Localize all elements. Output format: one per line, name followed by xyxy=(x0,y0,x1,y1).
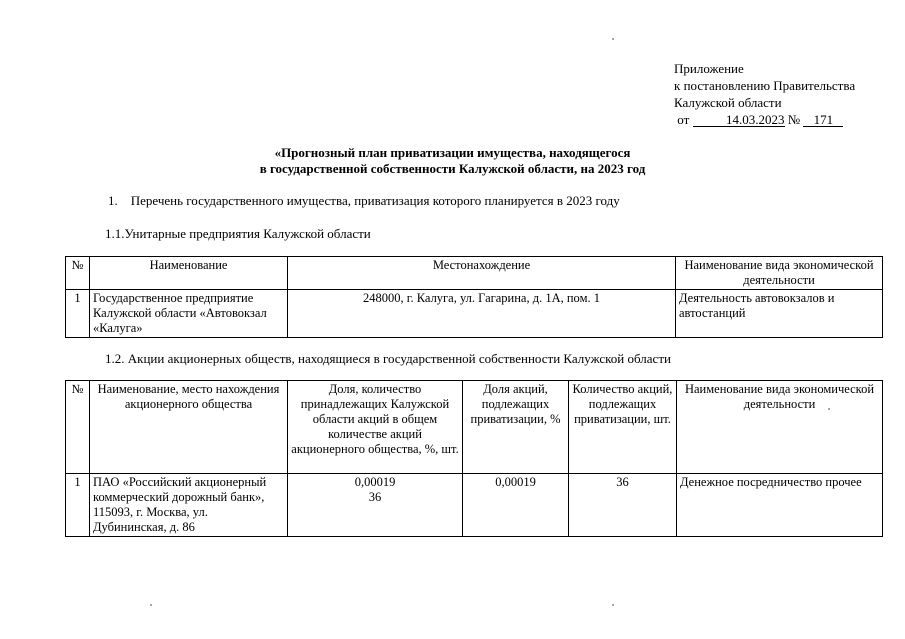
col-header-name: Наименование xyxy=(90,257,288,290)
col-header-location: Местонахождение xyxy=(288,257,676,290)
col-header-activity: Наименование вида экономической деятельности xyxy=(676,257,883,290)
col-header-number: № xyxy=(66,381,90,474)
section-1-heading xyxy=(108,193,620,208)
col-header-number: № xyxy=(66,257,90,290)
row-location: 248000, г. Калуга, ул. Гагарина, д. 1А, пом. 1 xyxy=(288,290,676,338)
scan-speck xyxy=(828,408,830,410)
col-header-share-privatized: Доля акций, подлежащих приватизации, % xyxy=(463,381,569,474)
appendix-line-1: Приложение xyxy=(674,61,744,76)
row-share-percent: 0,00019 xyxy=(354,475,396,489)
appendix-line-2: к постановлению Правительства xyxy=(674,78,856,93)
appendix-date: 14.03.2023 xyxy=(693,113,785,127)
appendix-line-3: Калужской области xyxy=(674,95,782,110)
row-name-location: ПАО «Российский акционерный коммерческий дорожный банк», 115093, г. Москва, ул. Дубининская, д. 86 xyxy=(90,474,288,537)
appendix-from-label: от xyxy=(677,112,690,127)
col-header-count-privatized: Количество акций, подлежащих приватизации, шт. xyxy=(569,381,677,474)
scan-speck xyxy=(612,604,614,606)
title-line-1: «Прогнозный план приватизации имущества, находящегося xyxy=(274,145,631,160)
table-row xyxy=(66,474,883,537)
row-number: 1 xyxy=(66,290,90,338)
appendix-date-line xyxy=(674,111,899,128)
row-activity: Денежное посредничество прочее xyxy=(677,474,883,537)
row-activity: Деятельность автовокзалов и автостанций xyxy=(676,290,883,338)
section-1-number: 1. xyxy=(108,193,118,208)
document-title xyxy=(0,145,905,177)
row-share-held xyxy=(288,474,463,537)
row-name: Государственное предприятие Калужской области «Автовокзал «Калуга» xyxy=(90,290,288,338)
col-header-name-location: Наименование, место нахождения акционерного общества xyxy=(90,381,288,474)
table-header-row xyxy=(66,257,883,290)
col-header-activity: Наименование вида экономической деятельности xyxy=(677,381,883,474)
section-1-2-heading: 1.2. Акции акционерных обществ, находящиеся в государственной собственности Калужской области xyxy=(105,351,671,366)
row-number: 1 xyxy=(66,474,90,537)
table-header-row xyxy=(66,381,883,474)
appendix-number-label: № xyxy=(787,112,801,127)
row-share-count: 36 xyxy=(368,490,382,504)
section-1-1-heading: 1.1.Унитарные предприятия Калужской области xyxy=(105,226,371,241)
title-line-2: в государственной собственности Калужской области, на 2023 год xyxy=(259,161,646,176)
scan-speck xyxy=(150,604,152,606)
joint-stock-companies-table xyxy=(65,380,883,537)
scan-speck xyxy=(612,38,614,40)
unitary-enterprises-table xyxy=(65,256,883,338)
row-priv-percent: 0,00019 xyxy=(463,474,569,537)
appendix-block xyxy=(674,60,899,128)
appendix-number: 171 xyxy=(803,113,843,127)
section-1-text: Перечень государственного имущества, приватизация которого планируется в 2023 году xyxy=(130,193,620,208)
row-priv-count: 36 xyxy=(569,474,677,537)
col-header-share-held: Доля, количество принадлежащих Калужской области акций в общем количестве акций акционерного общества, %, шт. xyxy=(288,381,463,474)
table-row xyxy=(66,290,883,338)
